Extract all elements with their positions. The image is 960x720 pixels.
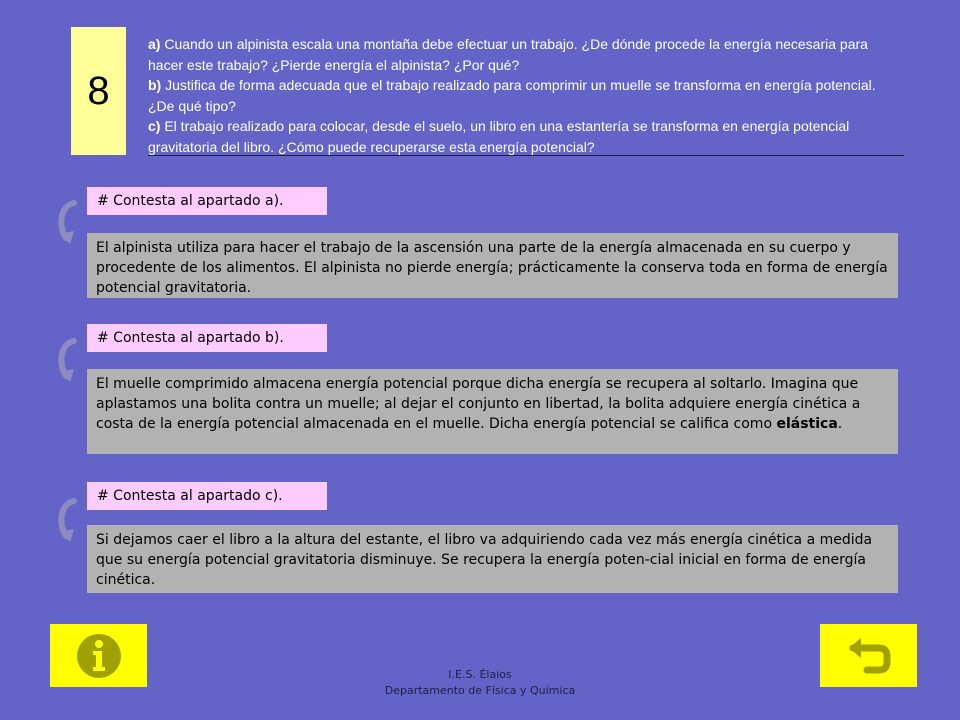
section-b-label: # Contesta al apartado b). — [87, 324, 327, 352]
question-a-text: Cuando un alpinista escala una montaña debe efectuar un trabajo. ¿De dónde procede la energía necesaria para hacer este trabajo? ¿Pierde energía el alpinista? ¿Por qué? — [148, 36, 868, 73]
section-b-answer-end: . — [837, 416, 843, 432]
question-c-prefix: c) — [148, 118, 161, 134]
question-text — [148, 34, 904, 157]
question-number-text: 8 — [87, 68, 110, 113]
question-c-text: El trabajo realizado para colocar, desde el suelo, un libro en una estantería se transforma en energía potencial gravitatoria del libro. ¿Cómo puede recuperarse esta energía potencial? — [148, 118, 850, 155]
question-b-prefix: b) — [148, 77, 162, 93]
curved-arrow-icon — [54, 496, 84, 546]
footer-school: I.E.S. Élaios — [448, 668, 512, 681]
section-b-answer-text: El muelle comprimido almacena energía potencial porque dicha energía se recupera al soltarlo. Imagina que aplastamos una bolita contra un muelle; al dejar el conjunto en libertad, la bolita adquiere energía cinética a costa de la energía potencial almacenada en el muelle. Dicha energía potencial se califica como — [96, 376, 861, 432]
section-b-answer — [87, 369, 898, 454]
curved-arrow-icon — [54, 336, 84, 386]
section-a-label: # Contesta al apartado a). — [87, 187, 327, 215]
question-divider — [148, 155, 904, 156]
section-b-answer-bold: elástica — [776, 416, 838, 432]
section-a-answer: El alpinista utiliza para hacer el trabajo de la ascensión una parte de la energía almacenada en su cuerpo y procedente de los alimentos. El alpinista no pierde energía; prácticamente la conserva toda en forma de energía potencial gravitatoria. — [87, 233, 898, 298]
question-number — [71, 27, 126, 155]
curved-arrow-icon — [54, 198, 84, 248]
section-c-answer: Si dejamos caer el libro a la altura del estante, el libro va adquiriendo cada vez más energía cinética a medida que su energía potencial gravitatoria disminuye. Se recupera la energía poten-cial inicial en forma de energía cinética. — [87, 525, 898, 593]
footer — [0, 667, 960, 699]
question-a-prefix: a) — [148, 36, 161, 52]
question-b-text: Justifica de forma adecuada que el trabajo realizado para comprimir un muelle se transforma en energía potencial. ¿De qué tipo? — [148, 77, 876, 114]
footer-department: Departamento de Física y Química — [384, 684, 576, 697]
section-c-label: # Contesta al apartado c). — [87, 482, 327, 510]
